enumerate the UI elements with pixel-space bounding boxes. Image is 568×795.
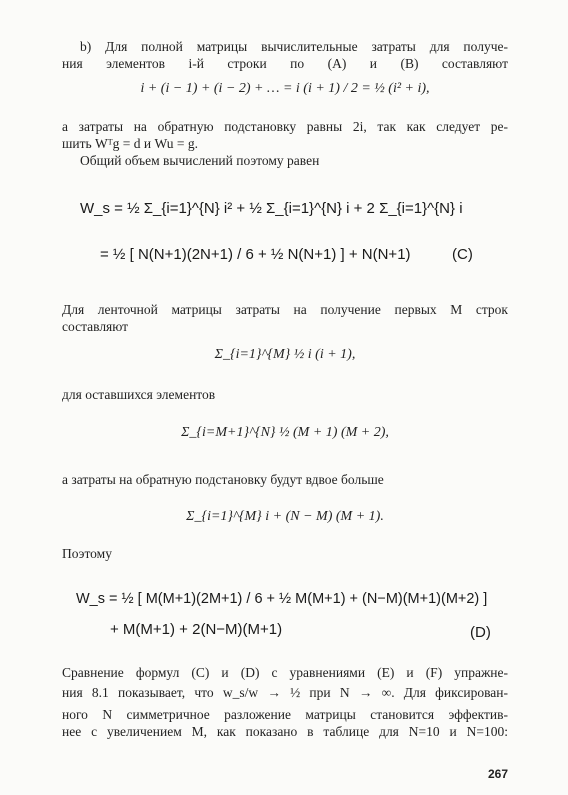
equation-band-rest: [62, 424, 508, 441]
equation-row-cost: [62, 80, 508, 97]
text-line: шить Wᵀg = d и Wu = g.: [62, 136, 198, 151]
text-line-block: [62, 55, 508, 72]
paragraph-remaining: [62, 386, 508, 403]
text-line-block: [62, 706, 508, 723]
equation-c-line2: [100, 246, 430, 263]
equation-text: Σ_{i=1}^{M} ½ i (i + 1),: [214, 347, 356, 362]
text-line: ния 8.1 показывает, что w_s/w → ½ при N → ∞. Для фиксирован-: [62, 685, 508, 700]
equation-text: Σ_{i=1}^{M} i + (N − M) (M + 1).: [186, 509, 384, 524]
paragraph-band-matrix: [62, 301, 508, 318]
text-line: b) Для полной матрицы вычислительные затраты для получе-: [80, 39, 508, 54]
paragraph-back-substitution: [62, 118, 508, 135]
equation-band-first: [62, 346, 508, 363]
page-number: 267: [487, 767, 508, 781]
text-line: Поэтому: [62, 546, 112, 561]
paragraph-comparison: [62, 664, 508, 681]
paragraph-full-matrix: [62, 38, 508, 55]
equation-band-back: [62, 508, 508, 525]
equation-text: + M(M+1) + 2(N−M)(M+1): [110, 621, 283, 638]
text-line: а затраты на обратную подстановку равны 2i, так как следует ре-: [62, 119, 508, 134]
equation-label: (D): [470, 624, 491, 641]
equation-label: (C): [452, 246, 473, 263]
text-line: Сравнение формул (C) и (D) с уравнениями (E) и (F) упражне-: [62, 665, 508, 680]
equation-d-line1: [76, 591, 506, 608]
text-line: Общий объем вычислений поэтому равен: [80, 153, 320, 168]
equation-text: Σ_{i=M+1}^{N} ½ (M + 1) (M + 2),: [181, 425, 389, 440]
paragraph-total-cost: [62, 152, 508, 169]
text-line-block: [62, 684, 508, 701]
text-line: ния элементов i-й строки по (A) и (B) составляют: [62, 56, 508, 71]
paragraph-therefore: [62, 545, 508, 562]
equation-c-label: [452, 246, 473, 263]
text-line: нее с увеличением M, как показано в таблице для N=10 и N=100:: [62, 724, 508, 739]
text-line: Для ленточной матрицы затраты на получение первых M строк: [62, 302, 508, 317]
text-line-block: [62, 135, 508, 152]
equation-c-line1: [80, 200, 500, 217]
equation-text: W_s = ½ Σ_{i=1}^{N} i² + ½ Σ_{i=1}^{N} i + 2 Σ_{i=1}^{N} i: [80, 200, 463, 217]
equation-d-label: [470, 624, 491, 641]
text-line: ного N симметричное разложение матрицы становится эффектив-: [62, 707, 508, 722]
text-line-block: [62, 318, 508, 335]
text-line: для оставшихся элементов: [62, 387, 216, 402]
text-line-block: [62, 723, 508, 740]
paragraph-double: [62, 471, 508, 488]
equation-text: W_s = ½ [ M(M+1)(2M+1) / 6 + ½ M(M+1) + (N−M)(M+1)(M+2) ]: [76, 591, 488, 607]
equation-text: i + (i − 1) + (i − 2) + … = i (i + 1) / 2 = ½ (i² + i),: [140, 81, 430, 96]
equation-text: = ½ [ N(N+1)(2N+1) / 6 + ½ N(N+1) ] + N(N+1): [100, 246, 411, 263]
equation-d-line2: [110, 621, 440, 638]
text-line: а затраты на обратную подстановку будут вдвое больше: [62, 472, 384, 487]
text-line: составляют: [62, 319, 129, 334]
